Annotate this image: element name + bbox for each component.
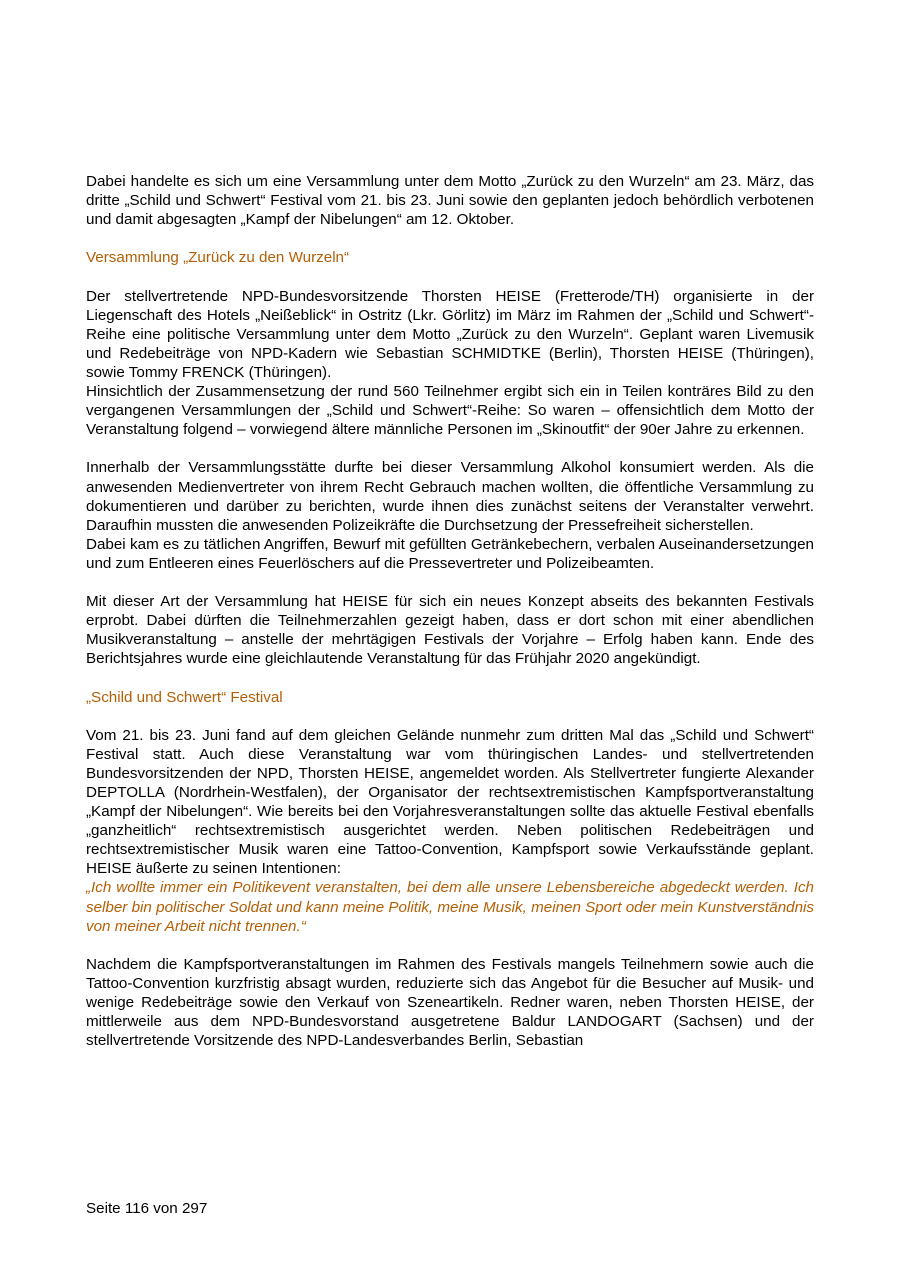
paragraph-alkohol-presse: Innerhalb der Versammlungsstätte durfte bei dieser Versammlung Alkohol konsumiert werden. Als die anwesenden Medienvertreter von ihrem Recht Gebrauch machen wollten, die öffentliche Versammlung zu dokumentieren und darüber zu berichten, wurde ihnen dies zunächst seitens der Veranstalter verwehrt. Daraufhin mussten die anwesenden Polizeikräfte die Durchsetzung der Pressefreiheit sicherstellen.: [86, 459, 814, 534]
quote-heise: „Ich wollte immer ein Politikevent veranstalten, bei dem alle unsere Lebensbereiche abgedeckt werden. Ich selber bin politischer Soldat und kann meine Politik, meine Musik, meinen Sport oder mein Kunstverständnis von meiner Arbeit nicht trennen.“: [86, 879, 814, 935]
page-number: Seite 116 von 297: [86, 1200, 208, 1217]
section-heading-schild-und-schwert: „Schild und Schwert“ Festival: [86, 688, 283, 706]
spacer: [86, 707, 814, 726]
document-body: [86, 172, 814, 1050]
intro-paragraph: Dabei handelte es sich um eine Versammlung unter dem Motto „Zurück zu den Wurzeln“ am 23. März, das dritte „Schild und Schwert“ Festival vom 21. bis 23. Juni sowie den geplanten jedoch behördlich verbotenen und damit abgesagten „Kampf der Nibelungen“ am 12. Oktober.: [86, 173, 814, 229]
paragraph-festival: Vom 21. bis 23. Juni fand auf dem gleichen Gelände nunmehr zum dritten Mal das „Schild und Schwert“ Festival statt. Auch diese Veranstaltung war vom thüringischen Landes- und stellvertretenden Bundesvorsitzenden der NPD, Thorsten HEISE, angemeldet worden. Als Stellvertreter fungierte Alexander DEPTOLLA (Nordrhein-Westfalen), der Organisator der rechtsextremistischen Kampfsportveranstaltung „Kampf der Nibelungen“. Wie bereits bei den Vorjahresveranstaltungen sollte das aktuelle Festival ebenfalls „ganzheitlich“ rechtsextremistisch ausgerichtet werden. Neben politischen Redebeiträgen und rechtsextremistischer Musik waren eine Tattoo-Convention, Kampfsport sowie Verkaufsstände geplant. HEISE äußerte zu seinen Intentionen:: [86, 726, 814, 878]
paragraph-organisation: Der stellvertretende NPD-Bundesvorsitzende Thorsten HEISE (Fretterode/TH) organisierte in der Liegenschaft des Hotels „Neißeblick“ in Ostritz (Lkr. Görlitz) im März im Rahmen der „Schild und Schwert“-Reihe eine politische Versammlung unter dem Motto „Zurück zu den Wurzeln“. Geplant waren Livemusik und Redebeiträge von NPD-Kadern wie Sebastian SCHMIDTKE (Berlin), Thorsten HEISE (Thüringen), sowie Tommy FRENCK (Thüringen).: [86, 287, 814, 381]
spacer: [86, 439, 814, 458]
spacer: [86, 668, 814, 687]
spacer: [86, 229, 814, 248]
paragraph-redner: Nachdem die Kampfsportveranstaltungen im Rahmen des Festivals mangels Teilnehmern sowie auch die Tattoo-Convention kurzfristig absagt wurden, reduzierte sich das Angebot für die Besucher auf Musik- und wenige Redebeiträge sowie den Verkauf von Szeneartikeln. Redner waren, neben Thorsten HEISE, der mittlerweile aus dem NPD-Bundesvorstand ausgetretene Baldur LANDOGART (Sachsen) und der stellvertretende Vorsitzende des NPD-Landesverbandes Berlin, Sebastian: [86, 955, 814, 1050]
spacer: [86, 267, 814, 286]
section-heading-zurueck-zu-den-wurzeln: Versammlung „Zurück zu den Wurzeln“: [86, 249, 350, 267]
paragraph-konzept: Mit dieser Art der Versammlung hat HEISE für sich ein neues Konzept abseits des bekannten Festivals erprobt. Dabei dürften die Teilnehmerzahlen gezeigt haben, dass er dort schon mit einer abendlichen Musikveranstaltung – anstelle der mehrtägigen Festivals der Vorjahre – Erfolg haben kann. Ende des Berichtsjahres wurde eine gleichlautende Veranstaltung für das Frühjahr 2020 angekündigt.: [86, 593, 814, 668]
spacer: [86, 936, 814, 955]
paragraph-angriffe: Dabei kam es zu tätlichen Angriffen, Bewurf mit gefüllten Getränkebechern, verbalen Auseinandersetzungen und zum Entleeren eines Feuerlöschers auf die Pressevertreter und Polizeibeamten.: [86, 535, 814, 572]
paragraph-teilnehmer: Hinsichtlich der Zusammensetzung der rund 560 Teilnehmer ergibt sich ein in Teilen konträres Bild zu den vergangenen Versammlungen der „Schild und Schwert“-Reihe: So waren – offensichtlich dem Motto der Veranstaltung folgend – vorwiegend ältere männliche Personen im „Skinoutfit“ der 90er Jahre zu erkennen.: [86, 383, 814, 439]
spacer: [86, 573, 814, 592]
